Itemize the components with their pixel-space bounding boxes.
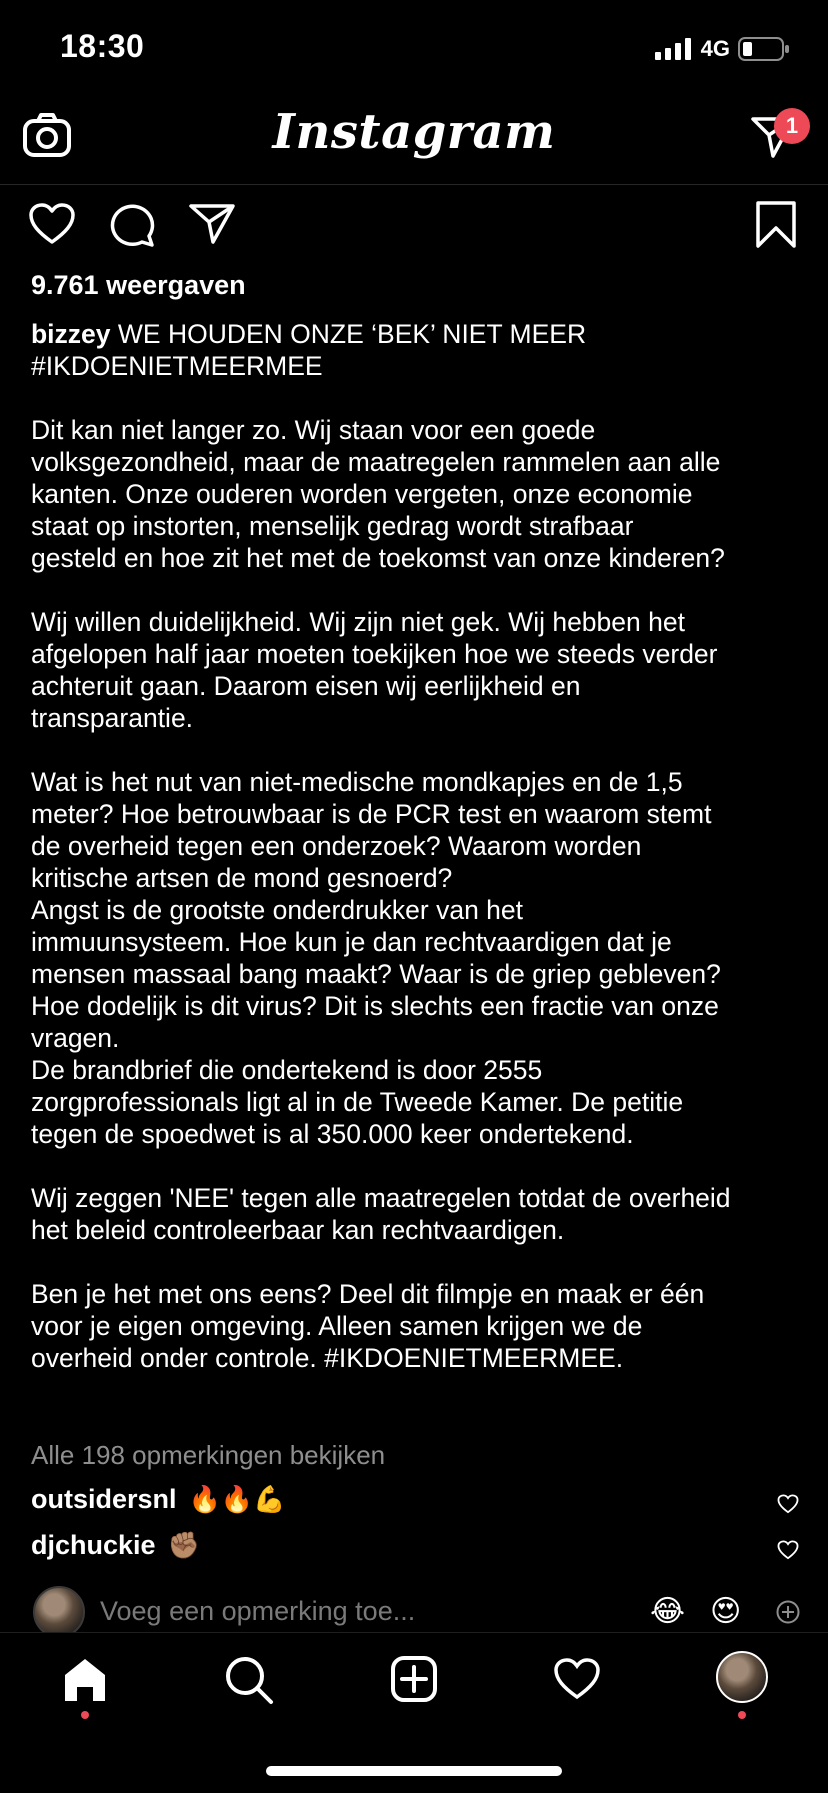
notification-badge: 1 (774, 108, 810, 144)
comment-like-heart-icon[interactable] (777, 1494, 799, 1514)
comment-icon[interactable] (108, 202, 156, 248)
add-comment-input[interactable]: Voeg een opmerking toe... (100, 1596, 416, 1626)
like-heart-icon[interactable] (28, 202, 76, 246)
direct-button[interactable] (748, 100, 824, 170)
activity-heart-icon[interactable] (553, 1657, 601, 1701)
home-icon[interactable] (61, 1655, 109, 1703)
add-emoji-icon[interactable] (776, 1600, 800, 1624)
signal-icon (655, 38, 693, 60)
home-indicator (266, 1766, 562, 1776)
instagram-logo: Instagram (272, 104, 556, 160)
quick-emoji-heart-eyes[interactable]: 😍 (710, 1595, 742, 1628)
comment-text: ✊🏽 (167, 1530, 200, 1560)
quick-emoji-laugh[interactable]: 😂 (650, 1595, 686, 1628)
profile-activity-dot (738, 1711, 746, 1719)
user-avatar (33, 1586, 85, 1638)
post-caption (31, 318, 806, 1374)
bookmark-icon[interactable] (754, 200, 798, 250)
home-activity-dot (81, 1711, 89, 1719)
caption-text: WE HOUDEN ONZE ‘BEK’ NIET MEER #IKDOENIETMEERMEE Dit kan niet langer zo. Wij staan voor een goede volksgezondheid, maar de maatregelen rammelen aan alle kanten. Onze ouderen worden vergeten, onze economie staat op instorten, menselijk gedrag wordt strafbaar gesteld en hoe zit het met de toekomst van onze kinderen? Wij willen duidelijkheid. Wij zijn niet gek. Wij hebben het afgelopen half jaar moeten toekijken hoe we steeds verder achteruit gaan. Daarom eisen wij eerlijkheid en transparantie. Wat is het nut van niet-medische mondkapjes en de 1,5 meter? Hoe betrouwbaar is de PCR test en waarom stemt de overheid tegen een onderzoek? Waarom worden kritische artsen de mond gesnoerd? Angst is de grootste onderdrukker van het immuunsysteem. Hoe kun je dan rechtvaardigen dat je mensen massaal bang maakt? Waar is de griep gebleven? Hoe dodelijk is dit virus? Dit is slechts een fractie van onze vragen. De brandbrief die ondertekend is door 2555 zorgprofessionals ligt al in de Tweede Kamer. De petitie tegen de spoedwet is al 350.000 keer ondertekend. Wij zeggen 'NEE' tegen alle maatregelen totdat de overheid het beleid controleerbaar kan rechtvaardigen. Ben je het met ons eens? Deel dit filmpje en maak er één voor je eigen omgeving. Alleen samen krijgen we de overheid onder controle. #IKDOENIETMEERMEE. (31, 319, 731, 1373)
battery-icon (738, 37, 790, 61)
comment-row (31, 1484, 286, 1515)
comment-username[interactable]: djchuckie (31, 1530, 156, 1560)
comment-like-heart-icon[interactable] (777, 1540, 799, 1560)
view-all-comments-link[interactable]: Alle 198 opmerkingen bekijken (31, 1440, 386, 1470)
share-icon[interactable] (188, 202, 236, 246)
profile-avatar[interactable] (716, 1651, 768, 1703)
add-post-icon[interactable] (390, 1655, 438, 1703)
search-icon[interactable] (224, 1655, 274, 1705)
network-type: 4G (700, 36, 730, 61)
comment-username[interactable]: outsidersnl (31, 1484, 177, 1514)
comment-row (31, 1530, 200, 1561)
view-count: 9.761 weergaven (31, 270, 246, 300)
caption-username[interactable]: bizzey (31, 319, 111, 349)
comment-text: 🔥🔥💪 (188, 1484, 286, 1514)
status-time: 18:30 (60, 28, 145, 64)
app-header (0, 92, 828, 185)
status-indicators (655, 36, 790, 62)
